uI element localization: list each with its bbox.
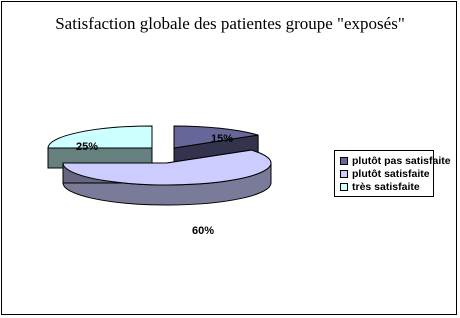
slice-label-1: 60%: [192, 225, 215, 237]
chart-title: Satisfaction globale des patientes groupe "exposés": [55, 14, 405, 33]
slice-label-0: 15%: [211, 133, 234, 145]
legend-item-plutot-pas-satisfaite: [340, 154, 451, 167]
legend-item-plutot-satisfaite: [340, 167, 431, 180]
legend-label: plutôt pas satisfaite: [352, 154, 451, 167]
legend-swatch: [340, 183, 348, 191]
slice-top-2: [48, 126, 152, 148]
slice-label-2: 25%: [76, 141, 99, 153]
chart-area: [1, 1, 457, 315]
legend-swatch: [340, 170, 348, 178]
legend: [334, 150, 451, 197]
legend-item-tres-satisfaite: [340, 180, 431, 193]
legend-swatch: [340, 157, 348, 165]
legend-label: plutôt satisfaite: [352, 167, 430, 180]
legend-label: très satisfaite: [352, 180, 420, 193]
